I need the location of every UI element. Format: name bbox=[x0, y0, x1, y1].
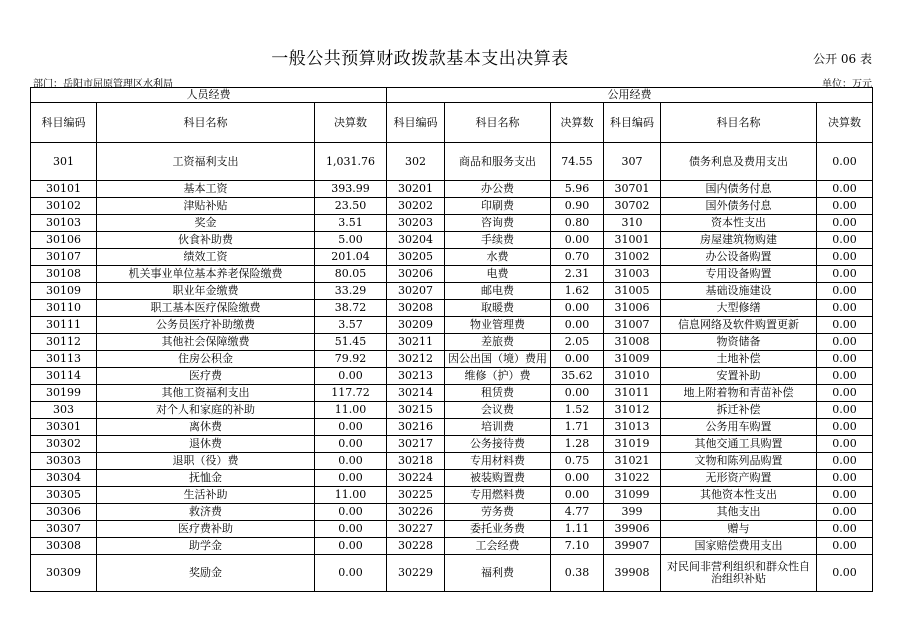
table-row bbox=[31, 487, 873, 504]
cell-amount: 0.00 bbox=[315, 521, 387, 538]
table-row bbox=[31, 419, 873, 436]
cell-code: 30218 bbox=[387, 453, 445, 470]
cell-code: 303 bbox=[31, 402, 97, 419]
table-row bbox=[31, 181, 873, 198]
cell-code: 30110 bbox=[31, 300, 97, 317]
cell-name: 公务接待费 bbox=[445, 436, 551, 453]
cell-name: 国外债务付息 bbox=[661, 198, 817, 215]
cell-amount: 0.00 bbox=[315, 419, 387, 436]
cell-amount: 0.00 bbox=[817, 249, 873, 266]
cell-amount: 0.00 bbox=[817, 351, 873, 368]
table-row bbox=[31, 232, 873, 249]
cell-amount: 33.29 bbox=[315, 283, 387, 300]
cell-code: 301 bbox=[31, 143, 97, 181]
table-row bbox=[31, 143, 873, 181]
cell-code: 30305 bbox=[31, 487, 97, 504]
col-header: 科目名称 bbox=[445, 103, 551, 143]
cell-code: 30109 bbox=[31, 283, 97, 300]
cell-code: 30106 bbox=[31, 232, 97, 249]
cell-name: 工会经费 bbox=[445, 538, 551, 555]
cell-code: 30112 bbox=[31, 334, 97, 351]
cell-code: 31011 bbox=[604, 385, 661, 402]
col-header: 科目编码 bbox=[31, 103, 97, 143]
cell-code: 30228 bbox=[387, 538, 445, 555]
cell-code: 30204 bbox=[387, 232, 445, 249]
cell-name: 医疗费 bbox=[97, 368, 315, 385]
cell-name: 其他支出 bbox=[661, 504, 817, 521]
cell-name: 培训费 bbox=[445, 419, 551, 436]
cell-amount: 0.00 bbox=[315, 504, 387, 521]
cell-amount: 1.62 bbox=[551, 283, 604, 300]
cell-amount: 0.00 bbox=[817, 334, 873, 351]
table-row bbox=[31, 266, 873, 283]
budget-table bbox=[30, 87, 873, 592]
col-header: 科目名称 bbox=[661, 103, 817, 143]
cell-code: 30211 bbox=[387, 334, 445, 351]
table-row bbox=[31, 198, 873, 215]
cell-code: 31001 bbox=[604, 232, 661, 249]
cell-amount: 0.00 bbox=[315, 368, 387, 385]
table-row bbox=[31, 436, 873, 453]
table-row bbox=[31, 249, 873, 266]
table-row bbox=[31, 538, 873, 555]
cell-code: 30213 bbox=[387, 368, 445, 385]
cell-name: 土地补偿 bbox=[661, 351, 817, 368]
cell-name: 国家赔偿费用支出 bbox=[661, 538, 817, 555]
cell-name: 退职（役）费 bbox=[97, 453, 315, 470]
cell-name: 安置补助 bbox=[661, 368, 817, 385]
cell-name: 对民间非营利组织和群众性自治组织补贴 bbox=[661, 555, 817, 592]
col-header: 决算数 bbox=[817, 103, 873, 143]
cell-name: 专用燃料费 bbox=[445, 487, 551, 504]
table-row bbox=[31, 453, 873, 470]
unit-label: 单位：万元 bbox=[822, 79, 872, 90]
cell-code: 30215 bbox=[387, 402, 445, 419]
cell-code: 399 bbox=[604, 504, 661, 521]
cell-code: 31021 bbox=[604, 453, 661, 470]
table-row bbox=[31, 300, 873, 317]
cell-name: 电费 bbox=[445, 266, 551, 283]
cell-code: 30225 bbox=[387, 487, 445, 504]
cell-amount: 0.00 bbox=[551, 385, 604, 402]
cell-name: 邮电费 bbox=[445, 283, 551, 300]
cell-amount: 1.28 bbox=[551, 436, 604, 453]
table-row bbox=[31, 555, 873, 592]
table-row bbox=[31, 215, 873, 232]
cell-amount: 0.00 bbox=[817, 283, 873, 300]
cell-amount: 35.62 bbox=[551, 368, 604, 385]
cell-code: 31002 bbox=[604, 249, 661, 266]
cell-amount: 23.50 bbox=[315, 198, 387, 215]
cell-amount: 0.00 bbox=[817, 555, 873, 592]
cell-amount: 0.00 bbox=[817, 453, 873, 470]
cell-amount: 0.00 bbox=[817, 215, 873, 232]
cell-name: 医疗费补助 bbox=[97, 521, 315, 538]
cell-name: 拆迁补偿 bbox=[661, 402, 817, 419]
cell-amount: 0.00 bbox=[315, 453, 387, 470]
cell-name: 对个人和家庭的补助 bbox=[97, 402, 315, 419]
cell-name: 伙食补助费 bbox=[97, 232, 315, 249]
cell-name: 退休费 bbox=[97, 436, 315, 453]
cell-name: 地上附着物和青苗补偿 bbox=[661, 385, 817, 402]
cell-amount: 79.92 bbox=[315, 351, 387, 368]
cell-name: 基本工资 bbox=[97, 181, 315, 198]
cell-name: 债务利息及费用支出 bbox=[661, 143, 817, 181]
cell-code: 30203 bbox=[387, 215, 445, 232]
cell-code: 31008 bbox=[604, 334, 661, 351]
cell-amount: 11.00 bbox=[315, 487, 387, 504]
cell-amount: 0.00 bbox=[315, 436, 387, 453]
cell-name: 物资储备 bbox=[661, 334, 817, 351]
cell-code: 31007 bbox=[604, 317, 661, 334]
cell-name: 咨询费 bbox=[445, 215, 551, 232]
cell-name: 文物和陈列品购置 bbox=[661, 453, 817, 470]
cell-name: 住房公积金 bbox=[97, 351, 315, 368]
cell-amount: 0.70 bbox=[551, 249, 604, 266]
cell-amount: 0.00 bbox=[551, 470, 604, 487]
table-row bbox=[31, 470, 873, 487]
cell-code: 30108 bbox=[31, 266, 97, 283]
cell-amount: 0.00 bbox=[817, 385, 873, 402]
cell-name: 被装购置费 bbox=[445, 470, 551, 487]
cell-name: 其他资本性支出 bbox=[661, 487, 817, 504]
cell-code: 30107 bbox=[31, 249, 97, 266]
cell-amount: 0.00 bbox=[551, 487, 604, 504]
table-row bbox=[31, 385, 873, 402]
cell-code: 31099 bbox=[604, 487, 661, 504]
cell-amount: 0.00 bbox=[817, 521, 873, 538]
cell-amount: 0.00 bbox=[817, 181, 873, 198]
cell-code: 31012 bbox=[604, 402, 661, 419]
cell-amount: 0.80 bbox=[551, 215, 604, 232]
cell-amount: 0.00 bbox=[817, 317, 873, 334]
cell-code: 30209 bbox=[387, 317, 445, 334]
cell-code: 31013 bbox=[604, 419, 661, 436]
cell-amount: 51.45 bbox=[315, 334, 387, 351]
report-title: 一般公共预算财政拨款基本支出决算表 bbox=[271, 49, 569, 69]
cell-name: 商品和服务支出 bbox=[445, 143, 551, 181]
cell-amount: 3.51 bbox=[315, 215, 387, 232]
cell-name: 房屋建筑物购建 bbox=[661, 232, 817, 249]
cell-amount: 80.05 bbox=[315, 266, 387, 283]
cell-amount: 0.00 bbox=[817, 538, 873, 555]
cell-code: 30216 bbox=[387, 419, 445, 436]
table-row bbox=[31, 283, 873, 300]
cell-amount: 5.00 bbox=[315, 232, 387, 249]
cell-amount: 0.38 bbox=[551, 555, 604, 592]
cell-code: 30304 bbox=[31, 470, 97, 487]
cell-name: 离休费 bbox=[97, 419, 315, 436]
cell-amount: 2.31 bbox=[551, 266, 604, 283]
cell-code: 302 bbox=[387, 143, 445, 181]
cell-name: 物业管理费 bbox=[445, 317, 551, 334]
table-row bbox=[31, 368, 873, 385]
cell-code: 31005 bbox=[604, 283, 661, 300]
table-row bbox=[31, 351, 873, 368]
cell-code: 30102 bbox=[31, 198, 97, 215]
cell-code: 30202 bbox=[387, 198, 445, 215]
cell-name: 公务用车购置 bbox=[661, 419, 817, 436]
cell-name: 津贴补贴 bbox=[97, 198, 315, 215]
cell-code: 31019 bbox=[604, 436, 661, 453]
cell-name: 会议费 bbox=[445, 402, 551, 419]
cell-name: 劳务费 bbox=[445, 504, 551, 521]
cell-amount: 0.00 bbox=[315, 555, 387, 592]
cell-code: 39906 bbox=[604, 521, 661, 538]
cell-code: 30309 bbox=[31, 555, 97, 592]
cell-name: 救济费 bbox=[97, 504, 315, 521]
cell-name: 因公出国（境）费用 bbox=[445, 351, 551, 368]
cell-amount: 0.00 bbox=[315, 470, 387, 487]
cell-amount: 0.00 bbox=[817, 198, 873, 215]
cell-code: 31003 bbox=[604, 266, 661, 283]
col-header: 科目编码 bbox=[387, 103, 445, 143]
table-row bbox=[31, 334, 873, 351]
cell-name: 其他社会保障缴费 bbox=[97, 334, 315, 351]
cell-code: 30103 bbox=[31, 215, 97, 232]
cell-amount: 0.00 bbox=[817, 232, 873, 249]
cell-amount: 0.00 bbox=[551, 351, 604, 368]
section-personnel: 人员经费 bbox=[31, 88, 387, 103]
cell-name: 奖励金 bbox=[97, 555, 315, 592]
cell-amount: 0.00 bbox=[817, 143, 873, 181]
cell-amount: 0.00 bbox=[817, 436, 873, 453]
cell-amount: 11.00 bbox=[315, 402, 387, 419]
cell-amount: 1.11 bbox=[551, 521, 604, 538]
cell-amount: 0.00 bbox=[817, 487, 873, 504]
department-label: 部门：岳阳市屈原管理区水利局 bbox=[33, 79, 173, 90]
cell-amount: 0.00 bbox=[551, 232, 604, 249]
cell-amount: 0.00 bbox=[315, 538, 387, 555]
cell-name: 委托业务费 bbox=[445, 521, 551, 538]
cell-amount: 201.04 bbox=[315, 249, 387, 266]
cell-amount: 38.72 bbox=[315, 300, 387, 317]
cell-code: 31010 bbox=[604, 368, 661, 385]
cell-amount: 4.77 bbox=[551, 504, 604, 521]
cell-amount: 0.00 bbox=[551, 300, 604, 317]
cell-name: 赠与 bbox=[661, 521, 817, 538]
table-row bbox=[31, 521, 873, 538]
cell-code: 30302 bbox=[31, 436, 97, 453]
cell-code: 30217 bbox=[387, 436, 445, 453]
cell-code: 30214 bbox=[387, 385, 445, 402]
cell-code: 30227 bbox=[387, 521, 445, 538]
cell-amount: 0.00 bbox=[817, 402, 873, 419]
cell-code: 30206 bbox=[387, 266, 445, 283]
cell-code: 30113 bbox=[31, 351, 97, 368]
cell-code: 30101 bbox=[31, 181, 97, 198]
cell-name: 工资福利支出 bbox=[97, 143, 315, 181]
cell-name: 公务员医疗补助缴费 bbox=[97, 317, 315, 334]
cell-code: 30702 bbox=[604, 198, 661, 215]
cell-code: 30201 bbox=[387, 181, 445, 198]
cell-code: 30307 bbox=[31, 521, 97, 538]
cell-amount: 117.72 bbox=[315, 385, 387, 402]
cell-name: 手续费 bbox=[445, 232, 551, 249]
section-public: 公用经费 bbox=[387, 88, 873, 103]
cell-amount: 393.99 bbox=[315, 181, 387, 198]
cell-code: 30205 bbox=[387, 249, 445, 266]
cell-name: 基础设施建设 bbox=[661, 283, 817, 300]
cell-name: 助学金 bbox=[97, 538, 315, 555]
cell-name: 信息网络及软件购置更新 bbox=[661, 317, 817, 334]
cell-amount: 7.10 bbox=[551, 538, 604, 555]
cell-amount: 1.52 bbox=[551, 402, 604, 419]
cell-amount: 0.00 bbox=[817, 470, 873, 487]
col-header: 决算数 bbox=[315, 103, 387, 143]
cell-name: 租赁费 bbox=[445, 385, 551, 402]
col-header: 决算数 bbox=[551, 103, 604, 143]
cell-name: 印刷费 bbox=[445, 198, 551, 215]
table-body bbox=[31, 88, 873, 592]
cell-amount: 0.00 bbox=[817, 300, 873, 317]
cell-code: 30207 bbox=[387, 283, 445, 300]
cell-name: 专用材料费 bbox=[445, 453, 551, 470]
cell-name: 机关事业单位基本养老保险缴费 bbox=[97, 266, 315, 283]
cell-amount: 0.00 bbox=[551, 317, 604, 334]
section-header-row bbox=[31, 88, 873, 103]
cell-code: 30111 bbox=[31, 317, 97, 334]
cell-name: 绩效工资 bbox=[97, 249, 315, 266]
cell-name: 差旅费 bbox=[445, 334, 551, 351]
col-header: 科目名称 bbox=[97, 103, 315, 143]
cell-amount: 3.57 bbox=[315, 317, 387, 334]
cell-code: 30224 bbox=[387, 470, 445, 487]
cell-name: 大型修缮 bbox=[661, 300, 817, 317]
cell-name: 水费 bbox=[445, 249, 551, 266]
cell-amount: 0.00 bbox=[817, 504, 873, 521]
cell-amount: 0.75 bbox=[551, 453, 604, 470]
cell-code: 39907 bbox=[604, 538, 661, 555]
cell-name: 抚恤金 bbox=[97, 470, 315, 487]
table-row bbox=[31, 317, 873, 334]
cell-code: 30212 bbox=[387, 351, 445, 368]
cell-amount: 0.00 bbox=[817, 419, 873, 436]
cell-code: 31006 bbox=[604, 300, 661, 317]
cell-name: 办公设备购置 bbox=[661, 249, 817, 266]
cell-name: 奖金 bbox=[97, 215, 315, 232]
cell-code: 30303 bbox=[31, 453, 97, 470]
cell-amount: 74.55 bbox=[551, 143, 604, 181]
cell-code: 30301 bbox=[31, 419, 97, 436]
cell-amount: 5.96 bbox=[551, 181, 604, 198]
cell-name: 办公费 bbox=[445, 181, 551, 198]
table-row bbox=[31, 402, 873, 419]
cell-code: 30199 bbox=[31, 385, 97, 402]
cell-code: 39908 bbox=[604, 555, 661, 592]
cell-amount: 0.00 bbox=[817, 368, 873, 385]
cell-name: 其他工资福利支出 bbox=[97, 385, 315, 402]
cell-amount: 0.90 bbox=[551, 198, 604, 215]
cell-name: 专用设备购置 bbox=[661, 266, 817, 283]
cell-name: 其他交通工具购置 bbox=[661, 436, 817, 453]
cell-code: 30226 bbox=[387, 504, 445, 521]
cell-code: 30114 bbox=[31, 368, 97, 385]
cell-name: 职业年金缴费 bbox=[97, 283, 315, 300]
cell-code: 310 bbox=[604, 215, 661, 232]
cell-code: 30701 bbox=[604, 181, 661, 198]
cell-name: 维修（护）费 bbox=[445, 368, 551, 385]
cell-name: 职工基本医疗保险缴费 bbox=[97, 300, 315, 317]
cell-amount: 0.00 bbox=[817, 266, 873, 283]
cell-name: 无形资产购置 bbox=[661, 470, 817, 487]
form-code: 公开 06 表 bbox=[813, 52, 872, 66]
cell-amount: 1,031.76 bbox=[315, 143, 387, 181]
cell-code: 30306 bbox=[31, 504, 97, 521]
cell-code: 30229 bbox=[387, 555, 445, 592]
col-header: 科目编码 bbox=[604, 103, 661, 143]
cell-amount: 2.05 bbox=[551, 334, 604, 351]
cell-code: 307 bbox=[604, 143, 661, 181]
table-row bbox=[31, 504, 873, 521]
cell-code: 30208 bbox=[387, 300, 445, 317]
cell-code: 31009 bbox=[604, 351, 661, 368]
cell-name: 国内债务付息 bbox=[661, 181, 817, 198]
cell-name: 取暖费 bbox=[445, 300, 551, 317]
cell-amount: 1.71 bbox=[551, 419, 604, 436]
cell-name: 福利费 bbox=[445, 555, 551, 592]
cell-name: 生活补助 bbox=[97, 487, 315, 504]
cell-name: 资本性支出 bbox=[661, 215, 817, 232]
column-header-row bbox=[31, 103, 873, 143]
cell-code: 31022 bbox=[604, 470, 661, 487]
cell-code: 30308 bbox=[31, 538, 97, 555]
